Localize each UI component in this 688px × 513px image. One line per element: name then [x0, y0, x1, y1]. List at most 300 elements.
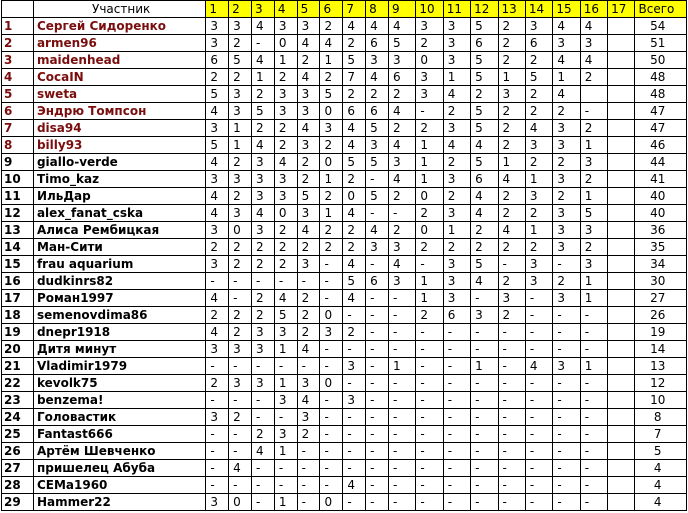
score-cell [608, 443, 635, 460]
score-cell [608, 35, 635, 52]
score-cell: 3 [297, 409, 320, 426]
score-cell: - [525, 443, 552, 460]
score-cell: 0 [274, 35, 297, 52]
score-cell: - [471, 324, 498, 341]
header-round-10: 10 [416, 1, 443, 18]
score-cell: 1 [274, 494, 297, 511]
table-row [2, 307, 687, 324]
score-cell: 3 [320, 120, 343, 137]
score-cell: 3 [525, 188, 552, 205]
score-cell: 4 [343, 137, 366, 154]
score-cell: - [580, 324, 607, 341]
score-cell: 4 [580, 18, 607, 35]
score-cell: 3 [525, 256, 552, 273]
score-cell: - [525, 324, 552, 341]
score-cell: - [274, 477, 297, 494]
score-cell: - [416, 460, 443, 477]
score-cell: 3 [443, 35, 470, 52]
score-cell: - [229, 290, 252, 307]
score-cell: - [274, 358, 297, 375]
score-cell: - [252, 477, 275, 494]
score-cell: 2 [229, 154, 252, 171]
score-cell: - [553, 477, 580, 494]
score-cell: - [416, 494, 443, 511]
score-cell: 2 [297, 52, 320, 69]
rank-cell: 12 [2, 205, 34, 222]
score-cell: - [206, 273, 229, 290]
score-cell: 3 [297, 256, 320, 273]
score-cell: 2 [320, 137, 343, 154]
score-cell: 1 [525, 171, 552, 188]
score-cell: 3 [274, 171, 297, 188]
participant-name: semenovdima86 [33, 307, 205, 324]
score-cell: 2 [416, 35, 443, 52]
rank-cell: 28 [2, 477, 34, 494]
score-cell: - [206, 358, 229, 375]
score-cell: - [343, 375, 366, 392]
score-cell: - [343, 494, 366, 511]
score-cell: 5 [471, 103, 498, 120]
score-cell: - [343, 426, 366, 443]
header-round-3: 3 [252, 1, 275, 18]
score-cell: - [580, 307, 607, 324]
table-row [2, 171, 687, 188]
score-cell: 2 [229, 35, 252, 52]
score-cell: - [366, 171, 389, 188]
score-cell: 3 [416, 18, 443, 35]
score-cell: - [580, 341, 607, 358]
total-cell: 36 [635, 222, 687, 239]
score-cell: 4 [297, 341, 320, 358]
score-cell: 2 [553, 103, 580, 120]
score-cell: - [525, 409, 552, 426]
score-cell: 3 [252, 188, 275, 205]
score-cell: 2 [229, 69, 252, 86]
total-cell: 47 [635, 120, 687, 137]
score-cell: 5 [343, 273, 366, 290]
score-cell: - [471, 392, 498, 409]
score-cell: - [366, 341, 389, 358]
score-cell: 2 [553, 273, 580, 290]
score-cell: 3 [553, 222, 580, 239]
score-cell: - [416, 341, 443, 358]
score-cell: 3 [274, 103, 297, 120]
score-cell: 3 [443, 290, 470, 307]
score-cell: 4 [343, 290, 366, 307]
score-cell: 3 [252, 154, 275, 171]
score-cell: 3 [525, 137, 552, 154]
score-cell: - [416, 409, 443, 426]
score-cell: - [443, 392, 470, 409]
score-cell: 4 [343, 205, 366, 222]
total-cell: 44 [635, 154, 687, 171]
header-participant: Участник [33, 1, 205, 18]
score-cell: 2 [416, 205, 443, 222]
score-cell: 2 [274, 69, 297, 86]
total-cell: 12 [635, 375, 687, 392]
score-cell: 1 [525, 222, 552, 239]
score-cell [608, 341, 635, 358]
score-cell: 3 [443, 256, 470, 273]
score-cell: 2 [252, 86, 275, 103]
score-cell: 3 [229, 171, 252, 188]
score-cell: 2 [525, 103, 552, 120]
score-cell: 3 [206, 35, 229, 52]
participant-name: Артём Шевченко [33, 443, 205, 460]
score-cell: 3 [525, 18, 552, 35]
score-cell: 1 [580, 137, 607, 154]
score-cell [608, 409, 635, 426]
score-cell: - [443, 358, 470, 375]
score-cell: 3 [416, 69, 443, 86]
score-cell: 4 [343, 18, 366, 35]
score-cell: 1 [252, 69, 275, 86]
score-cell: 4 [320, 35, 343, 52]
score-cell: 5 [366, 120, 389, 137]
score-cell: 2 [388, 188, 415, 205]
score-cell: 2 [297, 426, 320, 443]
score-cell: 3 [297, 205, 320, 222]
score-cell: 0 [320, 494, 343, 511]
score-cell: 3 [471, 307, 498, 324]
score-cell: - [553, 324, 580, 341]
total-cell: 46 [635, 137, 687, 154]
score-cell [608, 86, 635, 103]
score-cell: - [388, 460, 415, 477]
score-cell: 2 [580, 171, 607, 188]
score-cell: 4 [206, 154, 229, 171]
score-cell: 4 [206, 103, 229, 120]
score-cell: 2 [498, 307, 525, 324]
rank-cell: 1 [2, 18, 34, 35]
score-cell: 5 [320, 86, 343, 103]
score-cell: - [388, 375, 415, 392]
score-cell: 3 [416, 86, 443, 103]
score-cell [608, 205, 635, 222]
score-cell: - [553, 494, 580, 511]
score-cell: - [274, 409, 297, 426]
score-cell: - [525, 460, 552, 477]
score-cell: 1 [580, 290, 607, 307]
score-cell: 6 [366, 273, 389, 290]
score-cell: 3 [206, 341, 229, 358]
score-cell: 2 [580, 239, 607, 256]
table-row [2, 409, 687, 426]
score-cell: - [320, 477, 343, 494]
score-cell: - [416, 256, 443, 273]
score-cell: 1 [229, 137, 252, 154]
score-cell: 3 [229, 18, 252, 35]
score-cell: 2 [252, 256, 275, 273]
score-cell: 2 [553, 188, 580, 205]
score-cell: 4 [252, 52, 275, 69]
score-cell: - [366, 256, 389, 273]
score-cell: 3 [252, 171, 275, 188]
score-cell: 3 [443, 273, 470, 290]
score-cell: 1 [388, 358, 415, 375]
score-cell: 2 [498, 103, 525, 120]
table-row [2, 392, 687, 409]
score-cell: 6 [443, 307, 470, 324]
score-cell: 4 [553, 86, 580, 103]
score-cell: 0 [416, 222, 443, 239]
score-cell: - [388, 443, 415, 460]
score-cell: 4 [443, 86, 470, 103]
participant-name: sweta [33, 86, 205, 103]
rank-cell: 8 [2, 137, 34, 154]
participant-name: giallo-verde [33, 154, 205, 171]
score-cell [608, 137, 635, 154]
score-cell: 0 [416, 52, 443, 69]
score-cell: 3 [553, 239, 580, 256]
score-cell: 3 [553, 358, 580, 375]
score-cell: - [580, 443, 607, 460]
total-cell: 4 [635, 460, 687, 477]
table-row [2, 256, 687, 273]
table-row [2, 341, 687, 358]
score-cell: - [297, 494, 320, 511]
score-cell: 5 [297, 188, 320, 205]
score-cell: - [252, 494, 275, 511]
score-cell: - [416, 426, 443, 443]
score-cell: - [229, 358, 252, 375]
header-round-7: 7 [343, 1, 366, 18]
score-cell [608, 494, 635, 511]
score-cell: - [498, 256, 525, 273]
table-row [2, 375, 687, 392]
score-cell: - [443, 494, 470, 511]
score-cell: - [366, 409, 389, 426]
header-round-1: 1 [206, 1, 229, 18]
score-cell: 3 [252, 324, 275, 341]
total-cell: 27 [635, 290, 687, 307]
score-cell: 6 [525, 35, 552, 52]
score-cell: - [252, 273, 275, 290]
score-cell [608, 324, 635, 341]
rank-cell: 23 [2, 392, 34, 409]
score-cell: 3 [443, 52, 470, 69]
score-cell: - [320, 273, 343, 290]
score-cell: 0 [229, 494, 252, 511]
participant-name: dudkinrs82 [33, 273, 205, 290]
score-cell: 6 [366, 35, 389, 52]
score-cell: 3 [498, 290, 525, 307]
table-body [2, 18, 687, 511]
score-cell: 2 [229, 307, 252, 324]
score-cell: - [366, 375, 389, 392]
score-cell: 1 [471, 358, 498, 375]
table-row [2, 86, 687, 103]
rank-cell: 7 [2, 120, 34, 137]
score-cell [608, 120, 635, 137]
score-cell: 1 [320, 52, 343, 69]
score-cell: 2 [525, 239, 552, 256]
table-row [2, 69, 687, 86]
header-round-17: 17 [608, 1, 635, 18]
table-row [2, 154, 687, 171]
score-cell: 3 [553, 35, 580, 52]
table-row [2, 460, 687, 477]
score-cell: - [388, 307, 415, 324]
score-cell: 2 [416, 239, 443, 256]
score-cell: 4 [366, 69, 389, 86]
table-row [2, 239, 687, 256]
score-cell: 4 [297, 69, 320, 86]
score-cell [608, 273, 635, 290]
table-row [2, 18, 687, 35]
participant-name: Роман1997 [33, 290, 205, 307]
total-cell: 4 [635, 494, 687, 511]
total-cell: 13 [635, 358, 687, 375]
score-cell: 3 [229, 205, 252, 222]
score-cell: - [443, 375, 470, 392]
table-row [2, 35, 687, 52]
score-cell: - [553, 256, 580, 273]
score-cell: - [498, 409, 525, 426]
score-cell: - [252, 460, 275, 477]
score-cell: 3 [580, 35, 607, 52]
score-cell: - [388, 392, 415, 409]
rank-cell: 29 [2, 494, 34, 511]
table-row [2, 222, 687, 239]
participant-name: kevolk75 [33, 375, 205, 392]
score-cell: 6 [471, 171, 498, 188]
participant-name: Fantast666 [33, 426, 205, 443]
score-cell [608, 154, 635, 171]
score-cell: - [498, 426, 525, 443]
participant-name: Эндрю Томпсон [33, 103, 205, 120]
score-cell: 3 [252, 341, 275, 358]
score-cell: - [206, 426, 229, 443]
score-cell: 5 [206, 137, 229, 154]
score-cell: 4 [498, 222, 525, 239]
score-cell: 2 [580, 69, 607, 86]
header-num [2, 1, 34, 18]
score-cell: - [343, 409, 366, 426]
table-row [2, 103, 687, 120]
score-cell: - [553, 392, 580, 409]
score-cell: 3 [343, 358, 366, 375]
rank-cell: 26 [2, 443, 34, 460]
score-cell: 2 [471, 239, 498, 256]
header-round-13: 13 [498, 1, 525, 18]
score-cell: - [320, 392, 343, 409]
score-cell: 2 [274, 256, 297, 273]
score-cell: 1 [443, 69, 470, 86]
participant-name: пришелец Абуба [33, 460, 205, 477]
score-cell [608, 358, 635, 375]
score-cell: 2 [252, 120, 275, 137]
rank-cell: 24 [2, 409, 34, 426]
score-cell: 4 [443, 137, 470, 154]
score-cell: - [366, 477, 389, 494]
score-cell: 4 [366, 222, 389, 239]
total-cell: 8 [635, 409, 687, 426]
score-cell: 2 [553, 154, 580, 171]
total-cell: 51 [635, 35, 687, 52]
score-cell: - [553, 460, 580, 477]
score-cell: 0 [320, 375, 343, 392]
score-cell: 3 [366, 239, 389, 256]
score-cell: 1 [416, 171, 443, 188]
score-cell: - [443, 426, 470, 443]
score-cell: - [580, 409, 607, 426]
score-cell: - [274, 460, 297, 477]
score-cell: 3 [229, 341, 252, 358]
score-cell: - [498, 341, 525, 358]
score-cell: - [297, 443, 320, 460]
score-cell: 4 [388, 171, 415, 188]
score-cell: - [366, 290, 389, 307]
score-cell: 2 [443, 103, 470, 120]
score-cell [608, 69, 635, 86]
total-cell: 35 [635, 239, 687, 256]
score-cell: 7 [343, 69, 366, 86]
score-cell: 5 [471, 69, 498, 86]
score-cell: - [553, 341, 580, 358]
score-cell: - [229, 426, 252, 443]
header-round-2: 2 [229, 1, 252, 18]
score-cell: 3 [229, 103, 252, 120]
score-cell: - [252, 409, 275, 426]
rank-cell: 11 [2, 188, 34, 205]
table-row [2, 443, 687, 460]
score-cell: - [366, 205, 389, 222]
score-cell: 5 [525, 69, 552, 86]
score-cell: - [343, 460, 366, 477]
score-cell: 1 [320, 205, 343, 222]
score-cell: - [274, 273, 297, 290]
score-cell: - [320, 460, 343, 477]
rank-cell: 17 [2, 290, 34, 307]
rank-cell: 15 [2, 256, 34, 273]
score-cell: - [471, 341, 498, 358]
score-cell: 4 [343, 256, 366, 273]
score-cell: - [297, 358, 320, 375]
rank-cell: 16 [2, 273, 34, 290]
score-cell: 1 [320, 171, 343, 188]
score-cell: 3 [498, 86, 525, 103]
score-cell: 2 [525, 52, 552, 69]
score-cell: - [320, 341, 343, 358]
score-cell: - [416, 324, 443, 341]
score-cell: 4 [206, 290, 229, 307]
score-cell: 3 [388, 154, 415, 171]
table-row [2, 494, 687, 511]
score-cell: 5 [388, 35, 415, 52]
participant-name: Ман-Сити [33, 239, 205, 256]
score-cell: 2 [206, 239, 229, 256]
score-cell: 2 [274, 239, 297, 256]
score-cell: 2 [297, 290, 320, 307]
score-cell: 3 [206, 120, 229, 137]
score-cell: 1 [416, 154, 443, 171]
score-cell [608, 222, 635, 239]
score-cell: - [229, 477, 252, 494]
score-cell: 2 [206, 307, 229, 324]
score-cell: 4 [471, 188, 498, 205]
score-cell: 5 [252, 103, 275, 120]
score-cell [608, 307, 635, 324]
score-cell: 4 [525, 120, 552, 137]
header-total: Всего [635, 1, 687, 18]
score-cell: - [388, 205, 415, 222]
score-cell [608, 290, 635, 307]
score-cell: 4 [274, 154, 297, 171]
score-cell: 4 [206, 188, 229, 205]
participant-name: Timo_kaz [33, 171, 205, 188]
score-cell: 5 [366, 154, 389, 171]
